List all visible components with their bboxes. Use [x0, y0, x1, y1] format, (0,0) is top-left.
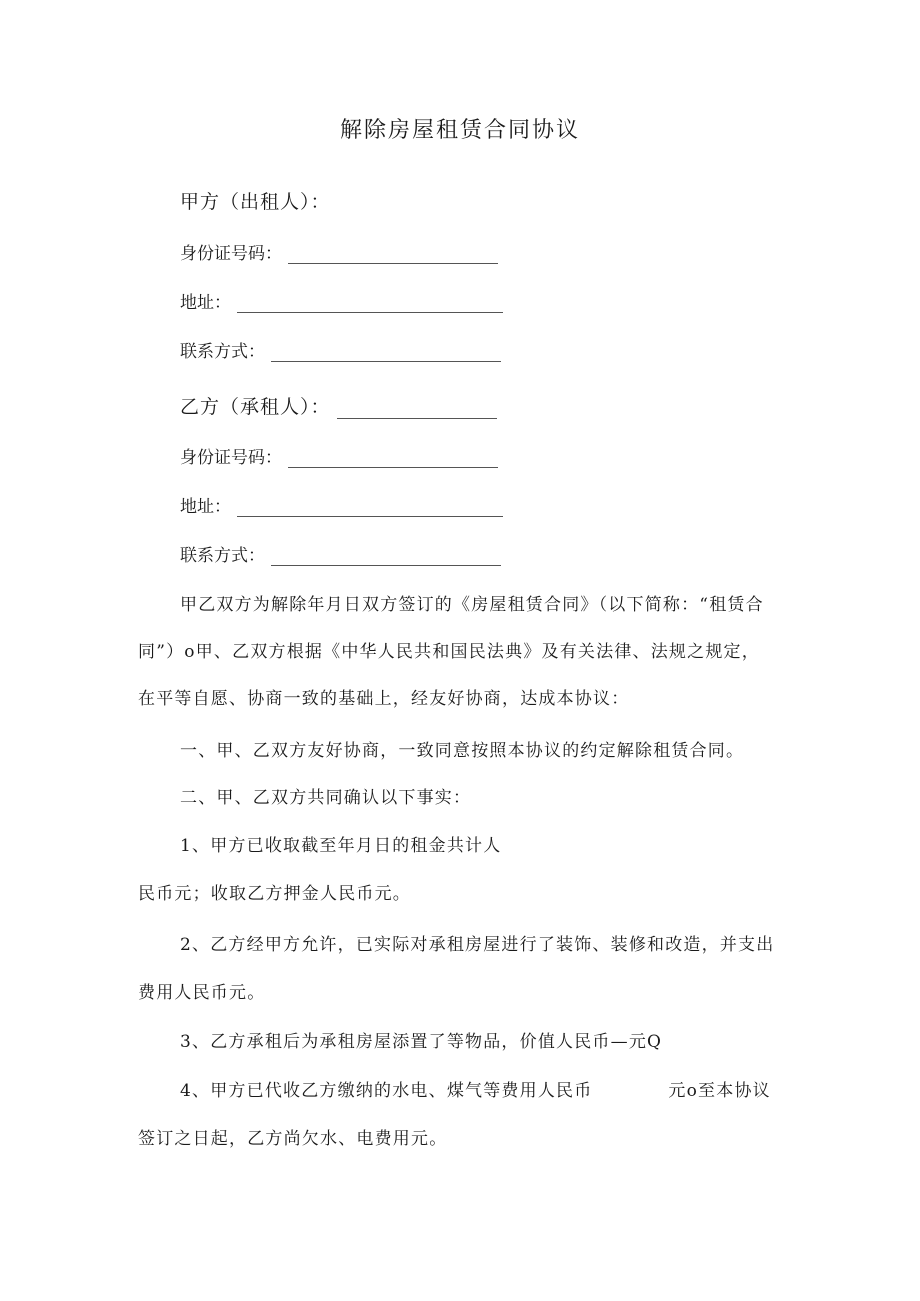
party-b-contact-blank[interactable] — [271, 547, 501, 566]
party-b-id-blank[interactable] — [288, 449, 498, 468]
item-2-line-2: 费用人民币元。 — [138, 983, 266, 1003]
item-4-line-1-part-a: 4、甲方已代收乙方缴纳的水电、煤气等费用人民币 — [180, 1081, 593, 1101]
party-b-heading: 乙方（承租人）： — [180, 396, 331, 418]
party-b-contact-row — [180, 541, 501, 566]
party-b-name-blank[interactable] — [337, 398, 497, 419]
item-3-line-1: 3、乙方承租后为承租房屋添置了等物品，价值人民币—元Q — [180, 1032, 663, 1052]
item-2-line-1: 2、乙方经甲方允许，已实际对承租房屋进行了装饰、装修和改造，并支出 — [180, 935, 775, 955]
party-a-address-label: 地址： — [180, 293, 231, 313]
item-4-line-1 — [180, 1076, 771, 1101]
clause-2: 二、甲、乙双方共同确认以下事实： — [180, 788, 472, 808]
party-a-address-row — [180, 288, 503, 313]
intro-line-3: 在平等自愿、协商一致的基础上，经友好协商，达成本协议： — [138, 689, 630, 709]
party-b-address-blank[interactable] — [237, 498, 503, 517]
party-b-contact-label: 联系方式： — [180, 546, 265, 566]
party-b-address-row — [180, 492, 503, 517]
party-a-heading: 甲方（出租人）： — [180, 191, 331, 213]
document-title: 解除房屋租赁合同协议 — [339, 118, 580, 143]
party-a-contact-row — [180, 337, 501, 362]
party-b-row — [180, 392, 497, 419]
intro-line-1: 甲乙双方为解除年月日双方签订的《房屋租赁合同》（以下简称：“租赁合 — [180, 595, 764, 615]
item-1-line-2: 民币元；收取乙方押金人民币元。 — [138, 884, 411, 904]
item-1-line-1: 1、甲方已收取截至年月日的租金共计人 — [180, 836, 502, 856]
party-a-id-row — [180, 239, 498, 264]
party-b-id-label: 身份证号码： — [180, 448, 282, 468]
party-a-id-label: 身份证号码： — [180, 244, 282, 264]
party-a-contact-blank[interactable] — [271, 343, 501, 362]
item-4-line-1-part-b: 元o至本协议 — [668, 1081, 771, 1101]
clause-1: 一、甲、乙双方友好协商，一致同意按照本协议的约定解除租赁合同。 — [180, 741, 745, 761]
party-b-id-row — [180, 443, 498, 468]
party-a-id-blank[interactable] — [288, 245, 498, 264]
party-a-contact-label: 联系方式： — [180, 342, 265, 362]
party-b-address-label: 地址： — [180, 497, 231, 517]
item-4-line-2: 签订之日起，乙方尚欠水、电费用元。 — [138, 1129, 448, 1149]
party-a-address-blank[interactable] — [237, 294, 503, 313]
intro-line-2: 同”）o甲、乙双方根据《中华人民共和国民法典》及有关法律、法规之规定， — [138, 642, 760, 662]
